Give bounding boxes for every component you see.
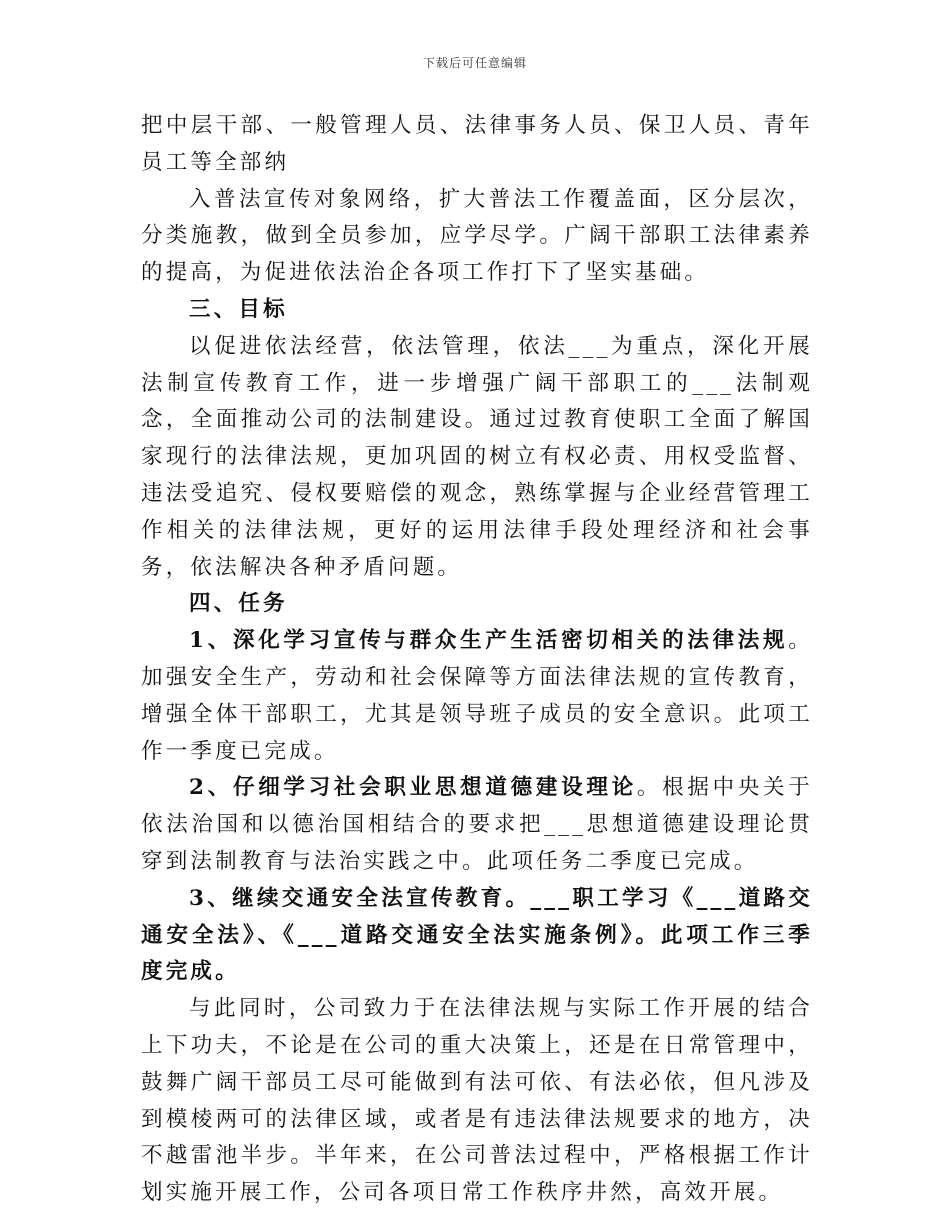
task-item-2 <box>141 770 813 880</box>
paragraph-continuation: 把中层干部、一般管理人员、法律事务人员、保卫人员、青年员工等全部纳 <box>141 113 813 175</box>
task-item-1-body: 。加强安全生产，劳动和社会保障等方面法律法规的宣传教育，增强全体干部职工，尤其是领导班子成员的安全意识。此项工作一季度已完成。 <box>141 628 813 764</box>
task-item-1 <box>141 623 813 770</box>
task-item-3: 3、继续交通安全法宣传教育。___职工学习《___道路交通安全法》、《___道路交通安全法实施条例》。此项工作三季度完成。 <box>141 885 813 985</box>
document-body <box>141 108 813 1212</box>
task-item-2-title: 2、仔细学习社会职业思想道德建设理论 <box>189 775 637 801</box>
paragraph-summary: 与此同时，公司致力于在法律法规与实际工作开展的结合上下功夫，不论是在公司的重大决策上，还是在日常管理中，鼓舞广阔干部员工尽可能做到有法可依、有法必依，但凡涉及到模棱两可的法律区域，或者是有违法律法规要求的地方，决不越雷池半步。半年来，在公司普法过程中，严格根据工作计划实施开展工作，公司各项日常工作秩序井然，高效开展。 <box>141 996 813 1206</box>
section-heading-goals: 三、目标 <box>189 296 288 322</box>
paragraph-goals: 以促进依法经营，依法管理，依法___为重点，深化开展法制宣传教育工作，进一步增强广阔干部职工的___法制观念，全面推动公司的法制建设。通过过教育使职工全面了解国家现行的法律法规，更加巩固的树立有权必责、用权受监督、违法受追究、侵权要赔偿的观念，熟练掌握与企业经营管理工作相关的法律法规，更好的运用法律手段处理经济和社会事务，依法解决各种矛盾问题。 <box>141 333 813 580</box>
paragraph-coverage: 入普法宣传对象网络，扩大普法工作覆盖面，区分层次，分类施教，做到全员参加，应学尽学。广阔干部职工法律素养的提高，为促进依法治企各项工作打下了坚实基础。 <box>141 186 813 286</box>
task-item-2-body: 。根据中央关于依法治国和以德治国相结合的要求把___思想道德建设理论贯穿到法制教育与法治实践之中。此项任务二季度已完成。 <box>141 775 814 874</box>
page-header: 下载后可任意编辑 <box>422 56 527 70</box>
section-heading-tasks: 四、任务 <box>189 591 288 617</box>
task-item-1-title: 1、深化学习宣传与群众生产生活密切相关的法律法规 <box>189 628 789 654</box>
